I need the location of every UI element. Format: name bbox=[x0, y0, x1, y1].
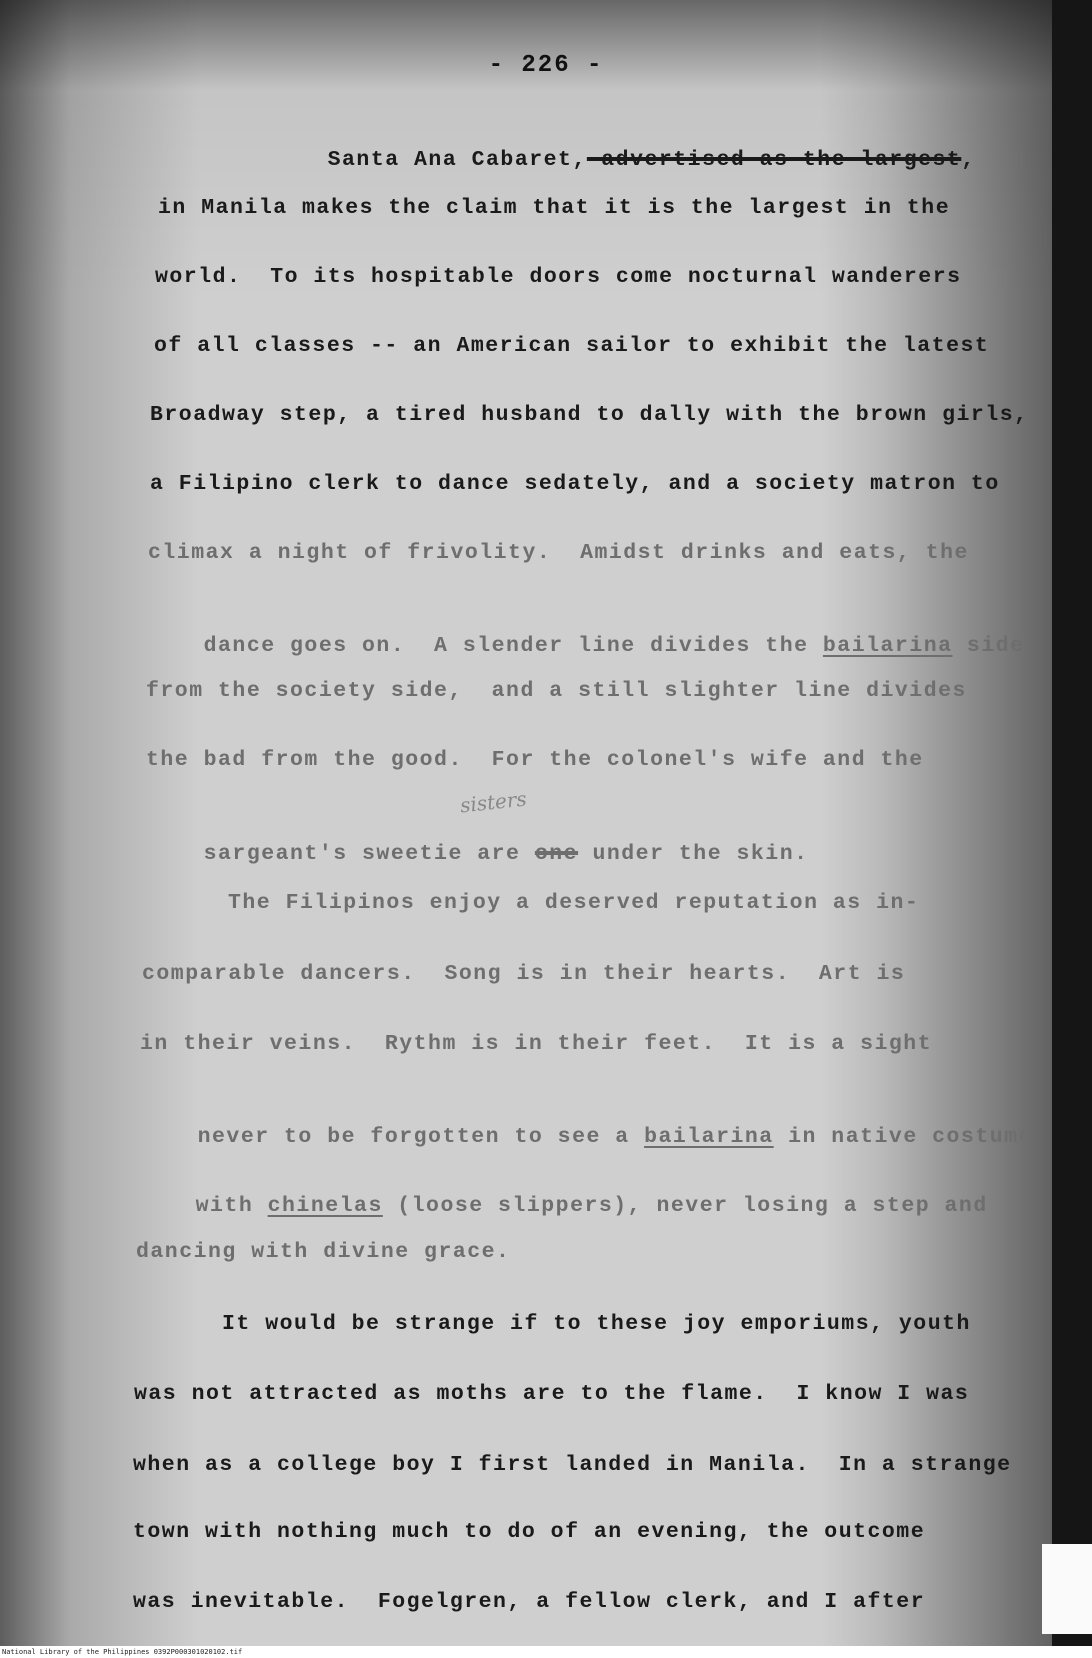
p1-line-11-a: sargeant's sweetie are bbox=[203, 842, 535, 866]
p2-line-1: The Filipinos enjoy a deserved reputation as in- bbox=[228, 891, 920, 915]
struck-word: one bbox=[534, 842, 579, 866]
p1-line-10: the bad from the good. For the colonel's wife and the bbox=[146, 748, 924, 772]
underlined-word: bailarina bbox=[822, 634, 953, 658]
p3-line-2: was not attracted as moths are to the flame. I know I was bbox=[134, 1382, 970, 1406]
p1-line-6: a Filipino clerk to dance sedately, and a society matron to bbox=[150, 472, 1000, 496]
page-number: - 226 - bbox=[488, 52, 604, 79]
p2-line-3: in their veins. Rythm is in their feet. It is a sight bbox=[140, 1032, 933, 1056]
p2-line-4-a: never to be forgotten to see a bbox=[197, 1125, 645, 1149]
p1-line-5: Broadway step, a tired husband to dally with the brown girls, bbox=[150, 403, 1029, 427]
p3-line-3: when as a college boy I first landed in Manila. In a strange bbox=[133, 1453, 1012, 1477]
scan-corner bbox=[1042, 1544, 1092, 1634]
p1-line-3: world. To its hospitable doors come nocturnal wanderers bbox=[155, 265, 962, 289]
p1-line-1 bbox=[270, 124, 976, 196]
p2-line-4-b: in native costume bbox=[773, 1125, 1033, 1149]
p3-line-5: was inevitable. Fogelgren, a fellow clerk, and I after bbox=[133, 1590, 926, 1614]
p1-line-8-b: side bbox=[952, 634, 1025, 658]
p2-line-5-b: (loose slippers), never losing a step and bbox=[382, 1194, 988, 1218]
underlined-word: bailarina bbox=[644, 1125, 774, 1149]
p1-line-9: from the society side, and a still slighter line divides bbox=[146, 679, 967, 703]
p1-line-8 bbox=[146, 610, 1025, 682]
p1-line-11 bbox=[146, 818, 809, 890]
underlined-word: chinelas bbox=[267, 1194, 383, 1218]
p1-line-1-start: Santa Ana Cabaret, bbox=[327, 148, 587, 172]
p2-line-4 bbox=[140, 1101, 1033, 1173]
p2-line-5-a: with bbox=[195, 1194, 268, 1218]
p1-line-8-a: dance goes on. A slender line divides the bbox=[203, 634, 823, 658]
p3-line-4: town with nothing much to do of an evening, the outcome bbox=[133, 1520, 926, 1544]
p1-line-7: climax a night of frivolity. Amidst drinks and eats, the bbox=[148, 541, 969, 565]
p1-line-11-b: under the skin. bbox=[578, 842, 809, 866]
struck-text: advertised as the largest bbox=[586, 148, 962, 172]
p3-line-1: It would be strange if to these joy emporiums, youth bbox=[222, 1312, 971, 1336]
p2-line-6: dancing with divine grace. bbox=[136, 1240, 511, 1264]
p1-line-4: of all classes -- an American sailor to exhibit the latest bbox=[154, 334, 990, 358]
scan-edge-shadow bbox=[1052, 0, 1092, 1646]
p2-line-2: comparable dancers. Song is in their hearts. Art is bbox=[142, 962, 906, 986]
handwritten-insert: sisters bbox=[458, 786, 528, 818]
p2-line-5 bbox=[138, 1170, 988, 1242]
p1-line-1-end: , bbox=[961, 148, 976, 172]
p1-line-2: in Manila makes the claim that it is the largest in the bbox=[158, 196, 951, 220]
scan-footer: National Library of the Philippines 0392P000301020102.tif bbox=[0, 1646, 1092, 1658]
